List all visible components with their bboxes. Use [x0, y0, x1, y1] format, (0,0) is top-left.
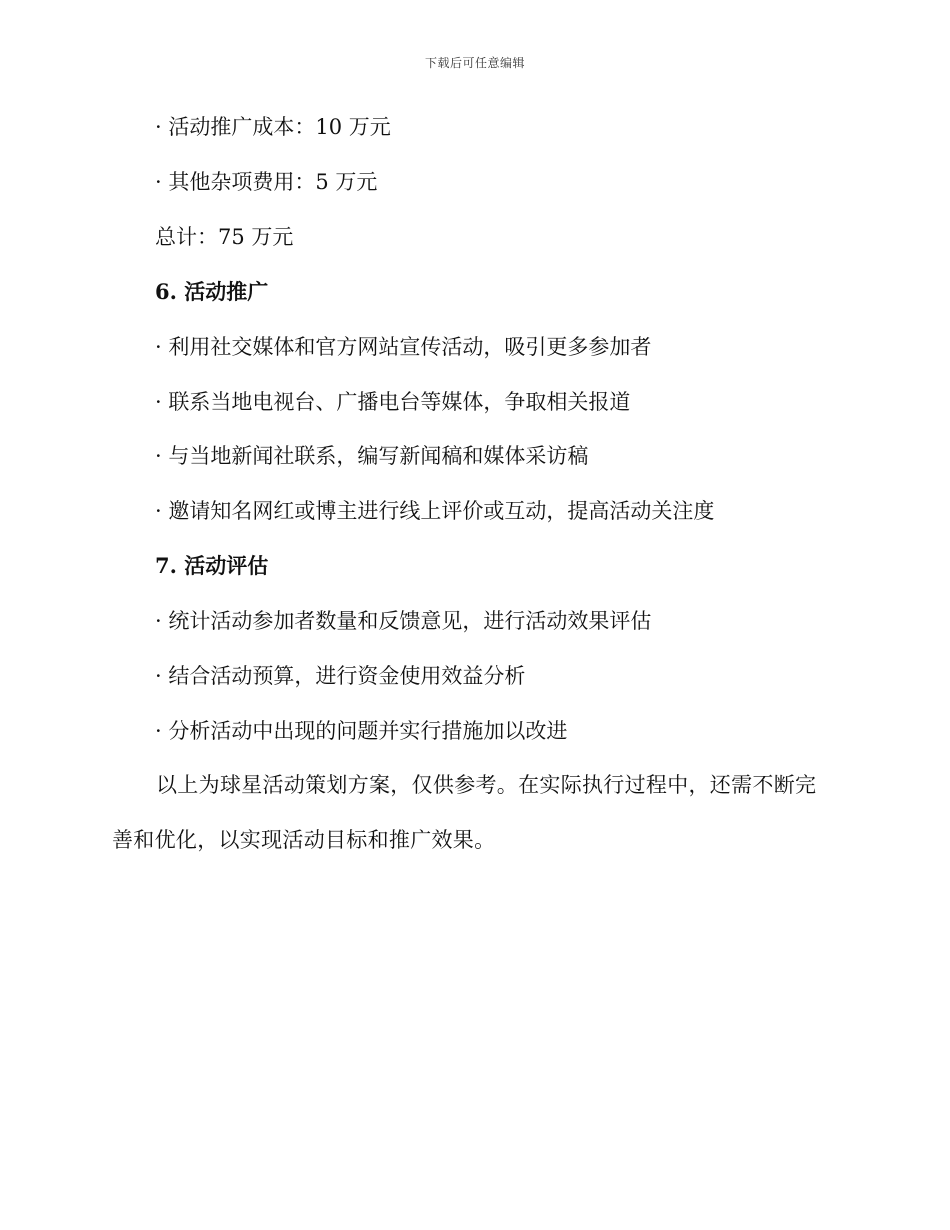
budget-total: 总计：75 万元	[155, 225, 294, 249]
page-header-note: 下载后可任意编辑	[424, 56, 525, 70]
conclusion-line-2: 善和优化，以实现活动目标和推广效果。	[112, 828, 496, 852]
budget-promotion-cost: · 活动推广成本：10 万元	[155, 115, 391, 139]
list-item: · 统计活动参加者数量和反馈意见，进行活动效果评估	[155, 609, 652, 633]
list-item: · 利用社交媒体和官方网站宣传活动，吸引更多参加者	[155, 335, 652, 359]
conclusion-line-1: 以上为球星活动策划方案，仅供参考。在实际执行过程中，还需不断完	[156, 773, 817, 797]
list-item: · 邀请知名网红或博主进行线上评价或互动，提高活动关注度	[155, 499, 715, 523]
list-item: · 与当地新闻社联系，编写新闻稿和媒体采访稿	[155, 444, 589, 468]
budget-misc-cost: · 其他杂项费用：5 万元	[155, 170, 378, 194]
section-6-heading: 6. 活动推广	[155, 279, 269, 304]
list-item: · 联系当地电视台、广播电台等媒体，争取相关报道	[155, 390, 631, 414]
section-7-heading: 7. 活动评估	[155, 553, 269, 578]
list-item: · 结合活动预算，进行资金使用效益分析	[155, 664, 526, 688]
conclusion-paragraph	[112, 771, 832, 854]
list-item: · 分析活动中出现的问题并实行措施加以改进	[155, 719, 568, 743]
